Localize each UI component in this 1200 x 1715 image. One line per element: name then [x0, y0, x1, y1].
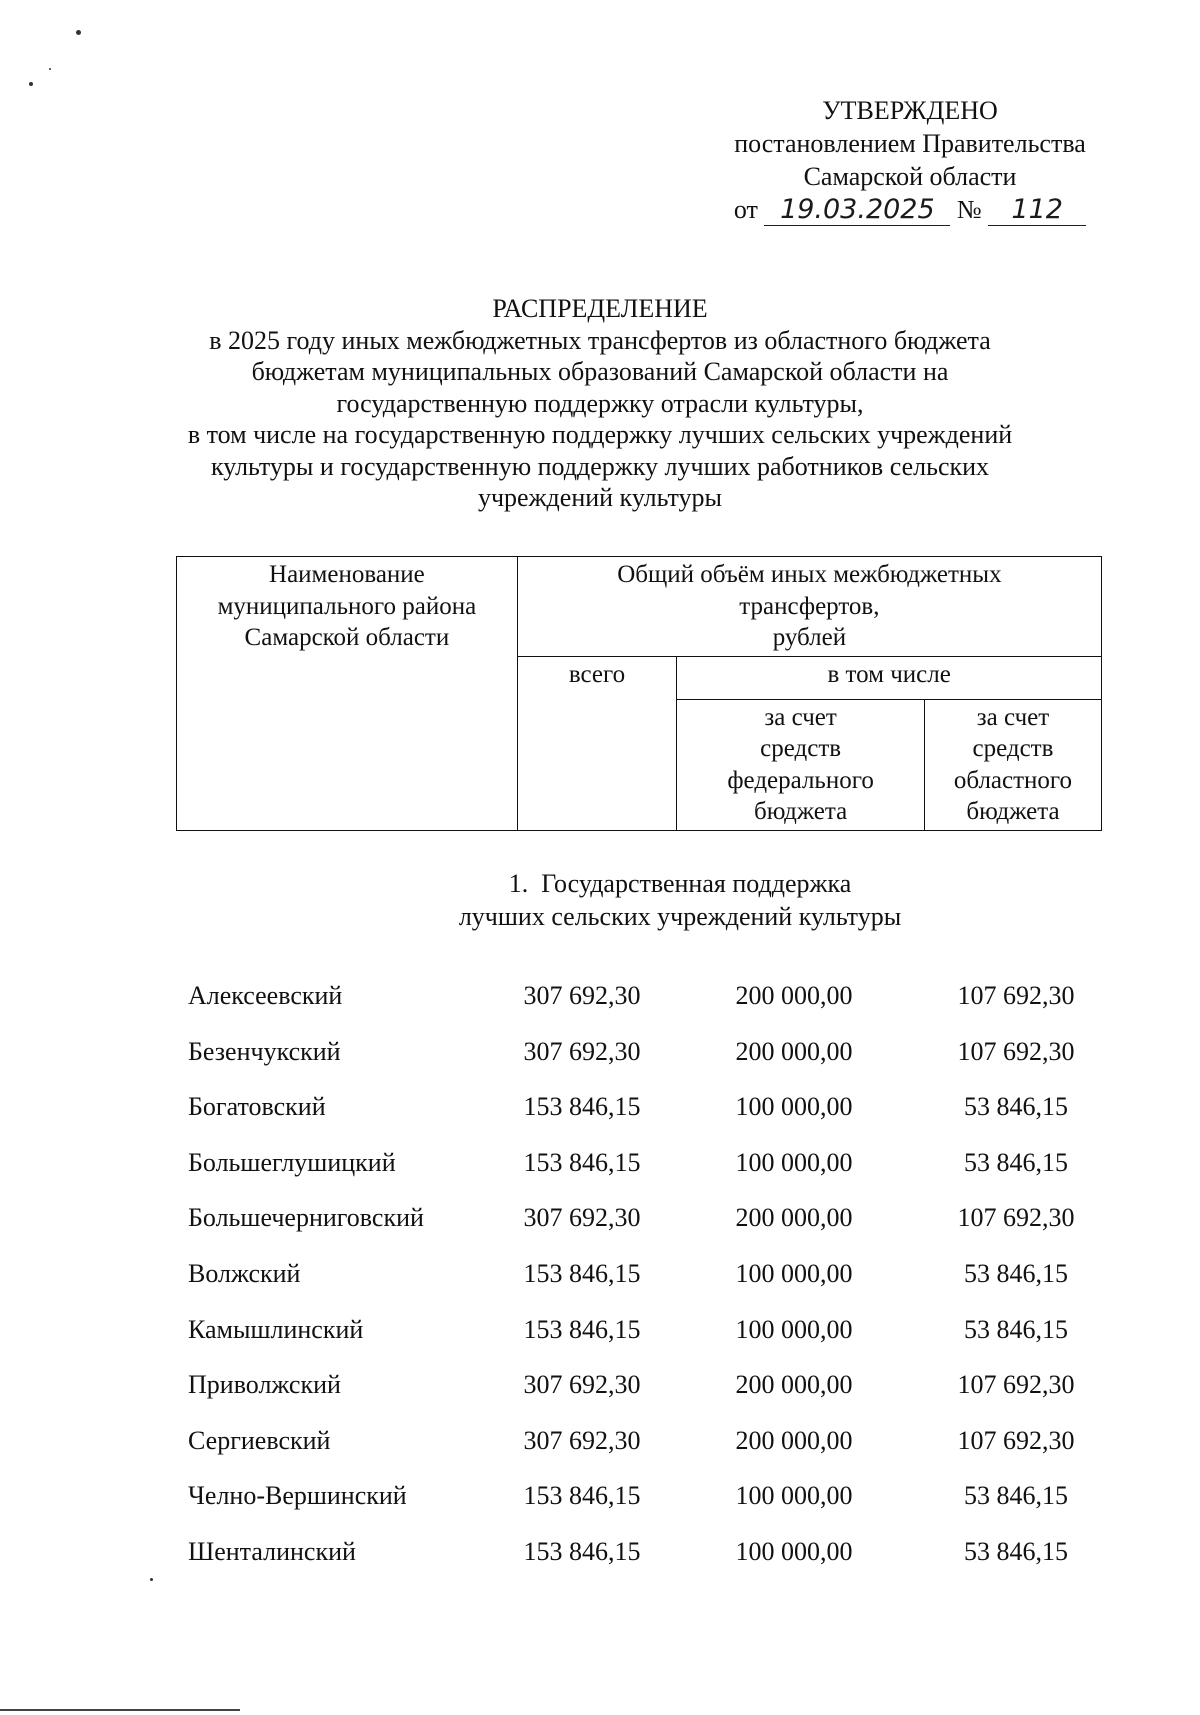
table-row — [176, 1198, 1102, 1254]
row-regional: 53 846,15 — [964, 1314, 1068, 1344]
row-federal: 100 000,00 — [735, 1481, 853, 1511]
data-table — [176, 976, 1102, 1588]
row-federal: 100 000,00 — [735, 1314, 853, 1344]
row-federal: 200 000,00 — [735, 1036, 853, 1066]
row-total: 307 692,30 — [523, 1370, 641, 1400]
title-heading: РАСПРЕДЕЛЕНИЕ — [492, 294, 708, 323]
title-line: бюджетам муниципальных образований Самарской области на — [251, 357, 949, 386]
table-row — [176, 1532, 1102, 1588]
row-total: 307 692,30 — [523, 1425, 641, 1455]
row-federal: 200 000,00 — [735, 1370, 853, 1400]
section-number: 1. — [508, 869, 529, 898]
row-total: 307 692,30 — [523, 1036, 641, 1066]
table-row — [176, 1365, 1102, 1421]
document-title — [150, 293, 1050, 514]
title-line: в 2025 году иных межбюджетных трансфертов из областного бюджета — [209, 325, 991, 355]
section-title — [300, 867, 1060, 933]
row-total: 153 846,15 — [523, 1258, 641, 1288]
column-header-regional: за счет средств областного бюджета — [924, 699, 1101, 830]
date-prefix: от — [733, 195, 758, 224]
row-district: Шенталинский — [188, 1536, 356, 1566]
row-district: Большечерниговский — [188, 1203, 424, 1233]
row-district: Камышлинский — [188, 1314, 364, 1344]
scan-speck — [49, 68, 51, 70]
handwritten-number: 112 — [988, 195, 1086, 226]
row-total: 153 846,15 — [523, 1092, 641, 1122]
row-district: Большеглушицкий — [188, 1147, 396, 1177]
row-district: Алексеевский — [188, 981, 343, 1010]
row-district: Богатовский — [188, 1092, 326, 1122]
approval-line-2: Самарской области — [803, 162, 1017, 191]
row-federal: 200 000,00 — [735, 1425, 853, 1455]
row-total: 153 846,15 — [523, 1481, 641, 1511]
table-row — [176, 1476, 1102, 1532]
row-regional: 107 692,30 — [957, 1370, 1075, 1400]
scan-speck — [76, 30, 81, 35]
row-total: 307 692,30 — [523, 981, 641, 1010]
row-regional: 53 846,15 — [964, 1147, 1068, 1177]
row-total: 153 846,15 — [523, 1147, 641, 1177]
row-regional: 53 846,15 — [964, 1536, 1068, 1566]
row-total: 307 692,30 — [523, 1203, 641, 1233]
column-header-name: Наименование муниципального района Самарской области — [177, 557, 518, 831]
row-federal: 100 000,00 — [735, 1092, 853, 1122]
column-header-total: всего — [517, 656, 677, 830]
title-line: культуры и государственную поддержку лучших работников сельских — [210, 451, 990, 481]
row-federal: 100 000,00 — [735, 1536, 853, 1566]
row-regional: 53 846,15 — [964, 1481, 1068, 1511]
row-federal: 100 000,00 — [735, 1258, 853, 1288]
approval-line-1: постановлением Правительства — [734, 129, 1086, 158]
section-line-2: лучших сельских учреждений культуры — [458, 902, 902, 931]
handwritten-date: 19.03.2025 — [764, 195, 950, 226]
scan-speck — [29, 82, 33, 86]
approval-heading: УТВЕРЖДЕНО — [822, 96, 998, 125]
table-row — [176, 1032, 1102, 1088]
title-line: в том числе на государственную поддержку лучших сельских учреждений — [187, 420, 1013, 449]
scan-speck — [150, 1578, 153, 1581]
row-federal: 200 000,00 — [735, 1203, 853, 1233]
row-regional: 107 692,30 — [957, 981, 1075, 1010]
row-district: Челно-Вершинский — [188, 1481, 407, 1511]
row-district: Волжский — [188, 1258, 301, 1288]
row-regional: 107 692,30 — [957, 1036, 1075, 1066]
row-regional: 53 846,15 — [964, 1258, 1068, 1288]
number-sign: № — [956, 195, 982, 224]
table-row — [176, 1254, 1102, 1310]
table-row — [176, 1087, 1102, 1143]
row-district: Сергиевский — [188, 1425, 331, 1455]
table-row — [176, 976, 1102, 1032]
column-header-federal: за счет средств федерального бюджета — [677, 699, 925, 830]
row-federal: 100 000,00 — [735, 1147, 853, 1177]
row-regional: 107 692,30 — [957, 1425, 1075, 1455]
table-row — [176, 1310, 1102, 1366]
table-row — [176, 1421, 1102, 1477]
row-district: Приволжский — [188, 1370, 341, 1400]
row-total: 153 846,15 — [523, 1536, 641, 1566]
section-line-1: Государственная поддержка — [541, 869, 852, 898]
scan-edge-rule — [0, 1709, 240, 1711]
row-federal: 200 000,00 — [735, 981, 853, 1010]
title-line: государственную поддержку отрасли культуры, — [336, 388, 864, 418]
row-total: 153 846,15 — [523, 1314, 641, 1344]
table-row — [176, 1143, 1102, 1199]
row-regional: 107 692,30 — [957, 1203, 1075, 1233]
approval-date-row — [680, 193, 1140, 226]
row-district: Безенчукский — [188, 1036, 341, 1066]
approval-block — [680, 94, 1140, 226]
title-line: учреждений культуры — [477, 483, 723, 512]
column-header-volume: Общий объём иных межбюджетных трансфертов, рублей — [517, 557, 1101, 657]
header-table — [176, 556, 1102, 831]
column-header-including: в том числе — [677, 656, 1102, 699]
row-regional: 53 846,15 — [964, 1092, 1068, 1122]
